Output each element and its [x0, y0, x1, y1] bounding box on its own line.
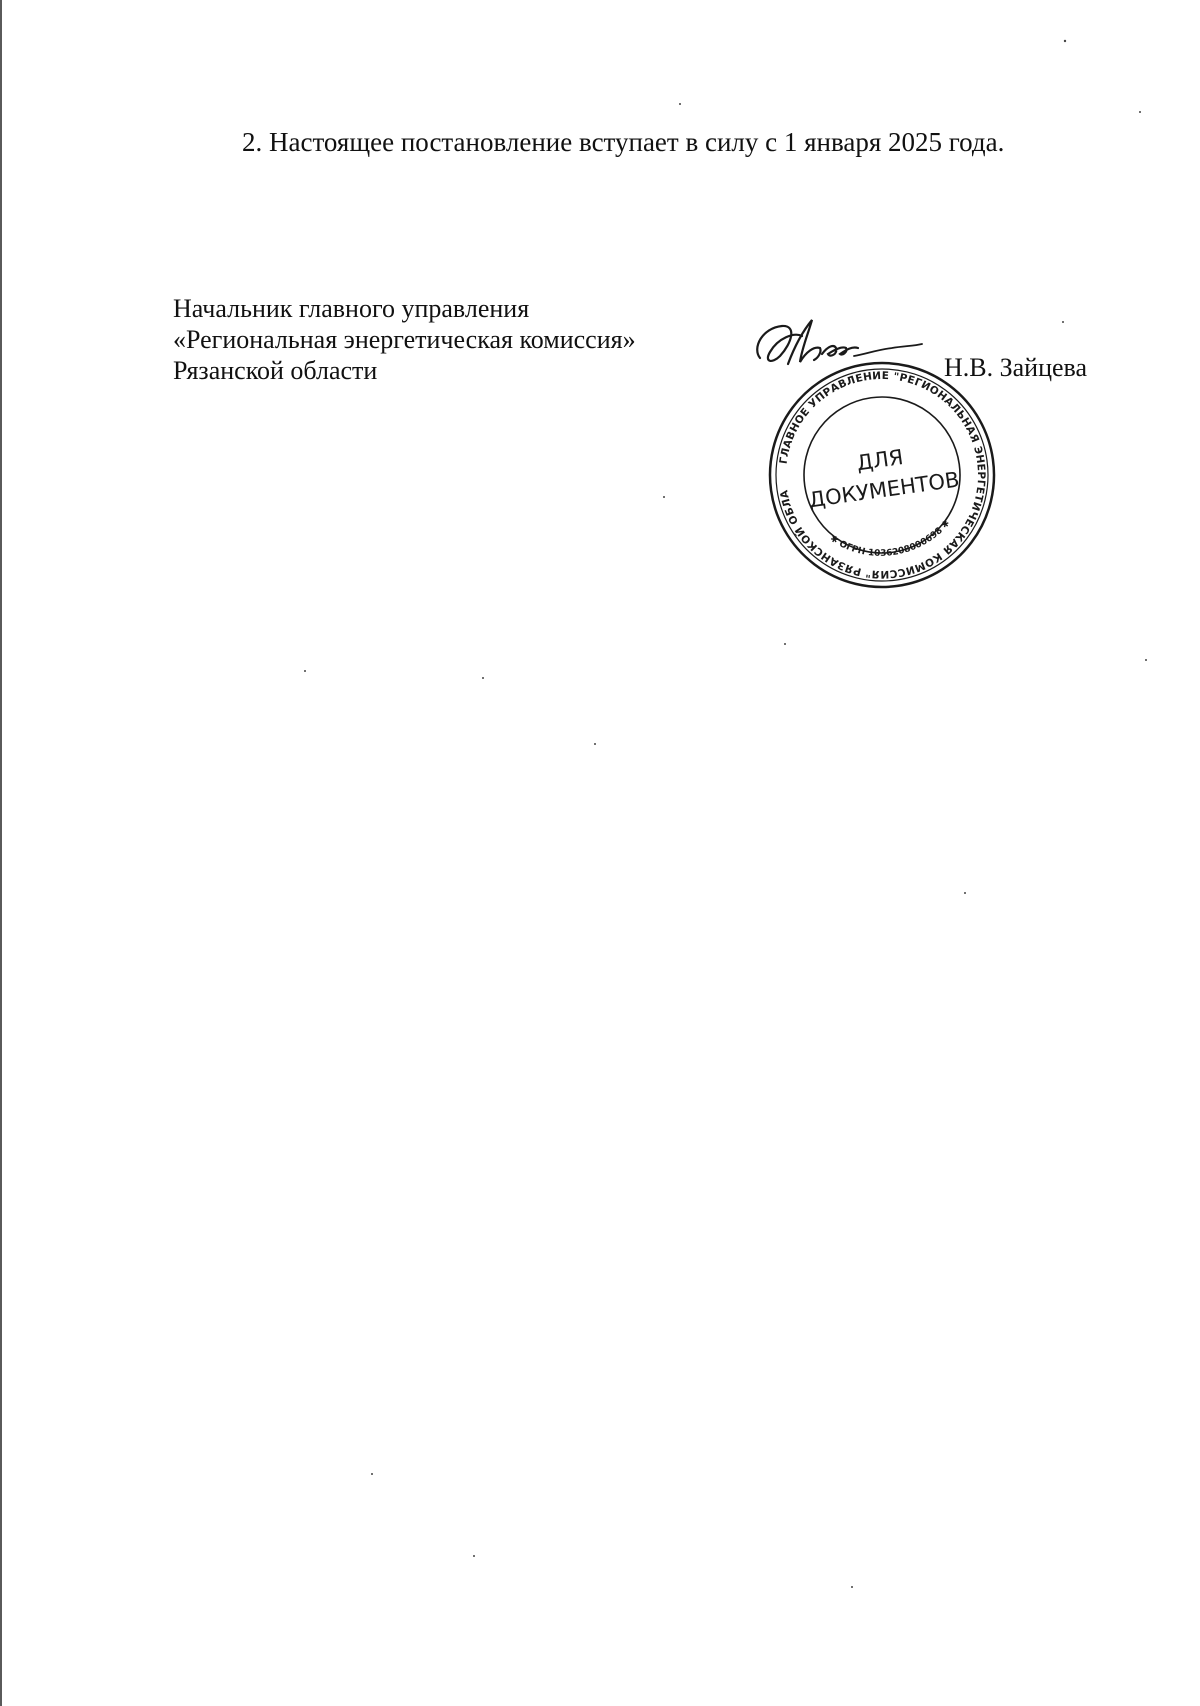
signer-title-line-1: Начальник главного управления — [173, 294, 530, 323]
seal-outer-text: ГЛАВНОЕ УПРАВЛЕНИЕ "РЕГИОНАЛЬНАЯ ЭНЕРГЕТИЧЕСКАЯ КОМИССИЯ" РЯЗАНСКОЙ ОБЛАСТИ — [777, 369, 988, 581]
signer-title-line-3: Рязанской области — [173, 356, 378, 385]
signer-title-block — [173, 293, 636, 386]
seal-center-line-2: ДОКУМЕНТОВ — [807, 467, 961, 513]
seal-bottom-text: ✱ ОГРН 1036208000698 ✱ — [827, 518, 953, 559]
official-seal — [764, 357, 1000, 593]
scan-edge — [0, 0, 2, 1706]
signer-name: Н.В. Зайцева — [944, 353, 1088, 382]
signer-title-line-2: «Региональная энергетическая комиссия» — [173, 325, 636, 354]
paragraph-effective-date: 2. Настоящее постановление вступает в силу с 1 января 2025 года. — [242, 127, 1005, 157]
seal-center-line-1: ДЛЯ — [855, 445, 905, 476]
